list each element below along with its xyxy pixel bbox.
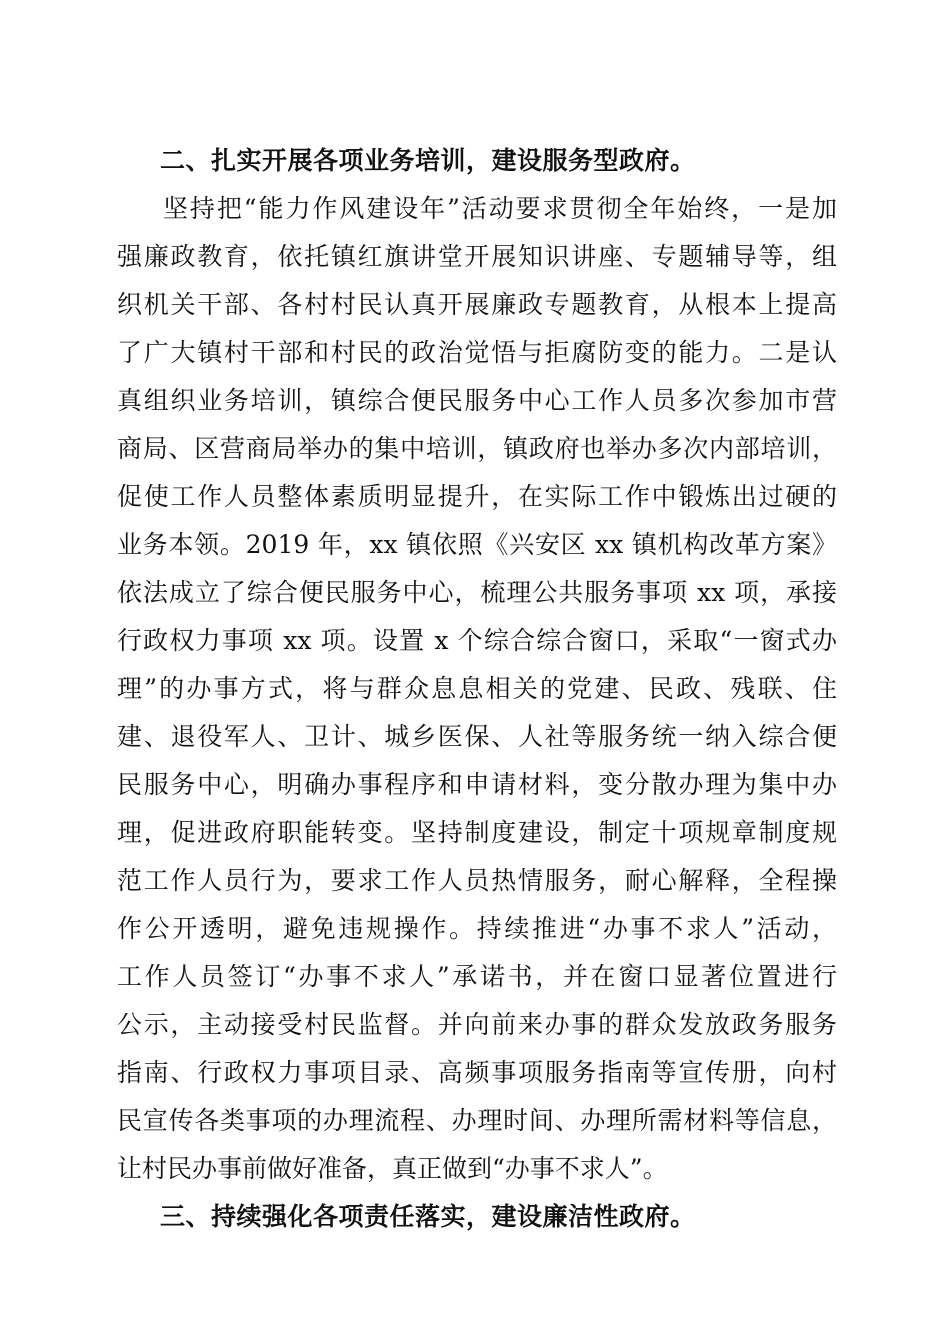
paragraph-line: 强廉政教育，依托镇红旗讲堂开展知识讲座、专题辅导等，组 [117,242,837,271]
paragraph-line: 范工作人员行为，要求工作人员热情服务，耐心解释，全程操 [117,866,837,895]
paragraph-line: 织机关干部、各村村民认真开展廉政专题教育，从根本上提高 [117,290,837,319]
paragraph-line: 理”的办事方式，将与群众息息相关的党建、民政、残联、住 [117,674,837,703]
paragraph-line: 商局、区营商局举办的集中培训，镇政府也举办多次内部培训， [117,434,837,463]
paragraph-line: 让村民办事前做好准备，真正做到“办事不求人”。 [117,1154,668,1183]
paragraph-line: 公示，主动接受村民监督。并向前来办事的群众发放政务服务 [117,1010,837,1039]
paragraph-line: 民服务中心，明确办事程序和申请材料，变分散办理为集中办 [117,770,837,799]
paragraph-line: 促使工作人员整体素质明显提升，在实际工作中锻炼出过硬的 [117,482,837,511]
paragraph-line: 业务本领。2019 年，xx 镇依照《兴安区 xx 镇机构改革方案》 [117,530,837,559]
paragraph-line: 真组织业务培训，镇综合便民服务中心工作人员多次参加市营 [117,386,837,415]
paragraph-line: 指南、行政权力事项目录、高频事项服务指南等宣传册，向村 [117,1058,837,1087]
paragraph-line: 作公开透明，避免违规操作。持续推进“办事不求人”活动， [117,914,837,943]
paragraph-line: 坚持把“能力作风建设年”活动要求贯彻全年始终，一是加 [163,194,837,223]
paragraph-line: 工作人员签订“办事不求人”承诺书，并在窗口显著位置进行 [117,962,837,991]
paragraph-line: 理，促进政府职能转变。坚持制度建设，制定十项规章制度规 [117,818,837,847]
paragraph-line: 了广大镇村干部和村民的政治觉悟与拒腐防变的能力。二是认 [117,338,837,367]
section-heading-2: 二、扎实开展各项业务培训，建设服务型政府。 [160,146,696,175]
paragraph-line: 民宣传各类事项的办理流程、办理时间、办理所需材料等信息， [117,1106,837,1135]
section-heading-3: 三、持续强化各项责任落实，建设廉洁性政府。 [160,1202,696,1231]
paragraph-line: 行政权力事项 xx 项。设置 x 个综合综合窗口，采取“一窗式办 [117,626,837,655]
paragraph-line: 依法成立了综合便民服务中心，梳理公共服务事项 xx 项，承接 [117,578,837,607]
paragraph-line: 建、退役军人、卫计、城乡医保、人社等服务统一纳入综合便 [117,722,837,751]
